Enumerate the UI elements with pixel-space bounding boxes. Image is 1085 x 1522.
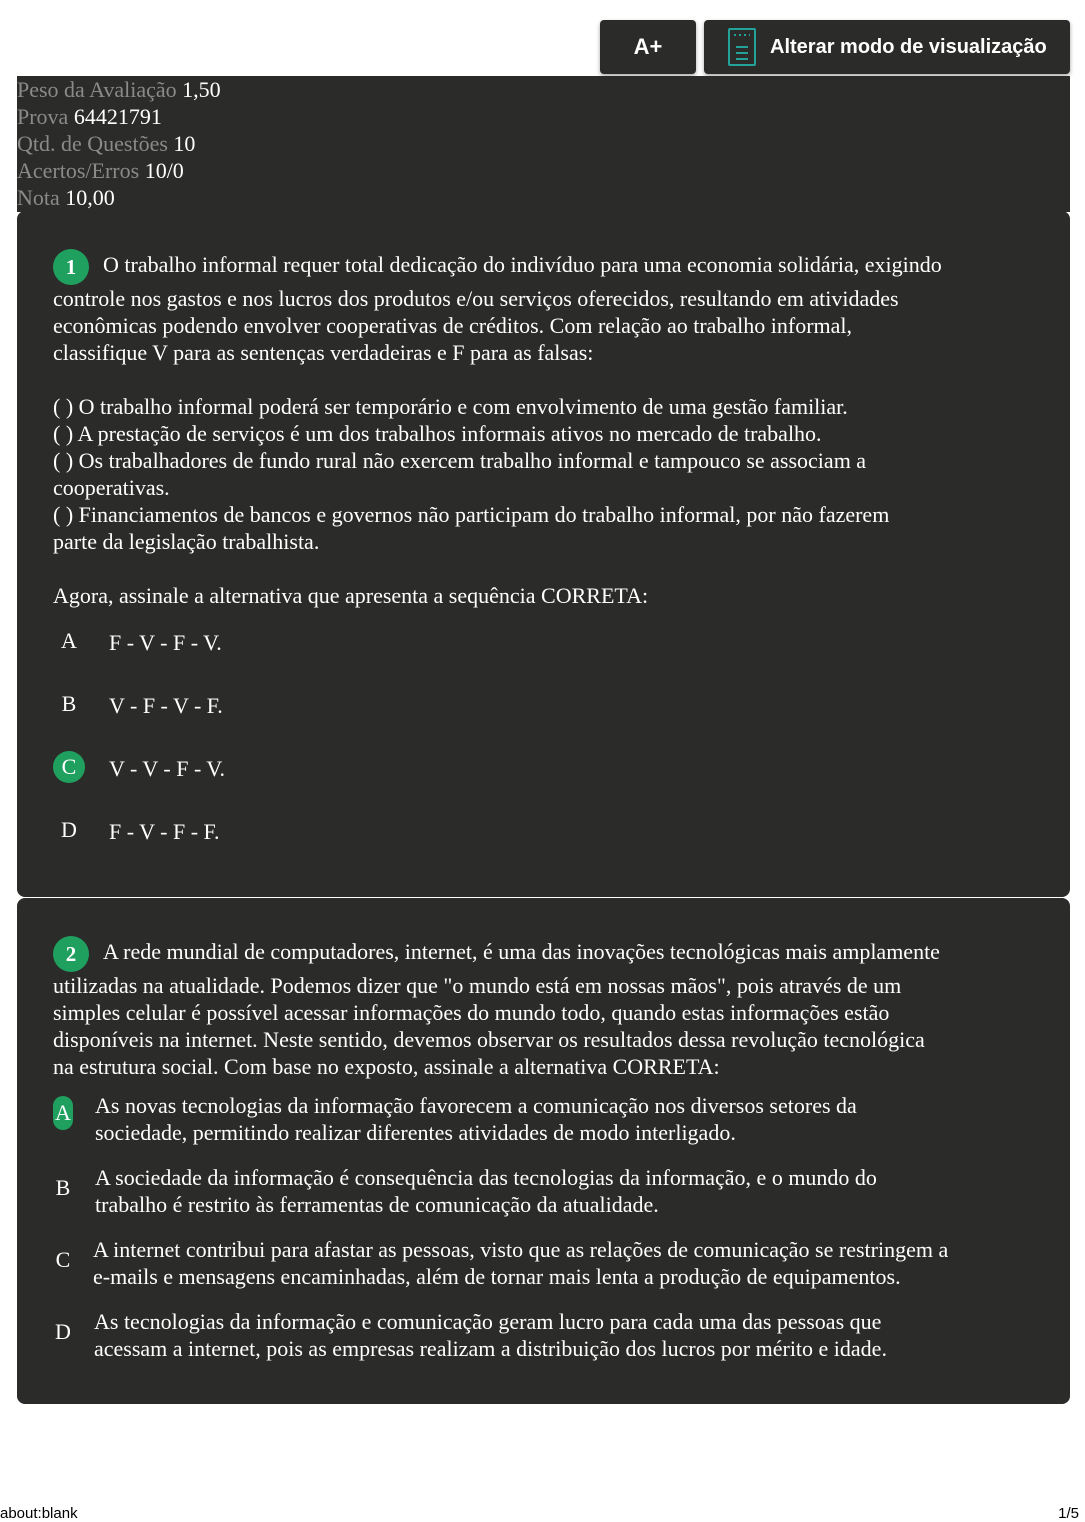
option-text: As novas tecnologias da informação favorecem a comunicação nos diversos setores da sociedade, permitindo realizar diferentes atividades de modo interligado. — [95, 1093, 857, 1145]
correct-answer-badge: C — [53, 751, 85, 783]
summary-row: Peso da Avaliação 1,50 — [17, 77, 221, 102]
question-card-1 — [17, 211, 1070, 897]
summary-row: Nota 10,00 — [17, 185, 115, 210]
option-text: F - V - F - V. — [109, 630, 222, 655]
change-view-mode-label: Alterar modo de visualização — [770, 35, 1047, 58]
option-b[interactable] — [53, 1164, 1034, 1236]
correct-answer-badge: A — [53, 1096, 73, 1130]
question-1-statements: ( ) O trabalho informal poderá ser temporário e com envolvimento de uma gestão familiar. ( ) A prestação de serviços é um dos trabalhos informais ativos no mercado de trabalho. ( ) Os trabalhadores de fundo rural não exercem trabalho informal e tampouco se associam a cooperativas. ( ) Financiamentos de bancos e governos não participam do trabalho informal, por não fazerem parte da legislação trabalhista. — [53, 394, 890, 554]
option-c[interactable] — [53, 1236, 1034, 1308]
summary-row: Prova 64421791 — [17, 104, 162, 129]
exam-summary — [17, 76, 1070, 212]
option-text: A internet contribui para afastar as pessoas, visto que as relações de comunicação se restringem a e-mails e mensagens encaminhadas, além de tornar mais lenta a produção de equipamentos. — [93, 1237, 949, 1289]
option-text: V - F - V - F. — [109, 693, 223, 718]
option-b[interactable] — [53, 688, 1034, 751]
option-letter: A — [61, 628, 77, 653]
document-icon — [728, 28, 756, 66]
question-card-2 — [17, 898, 1070, 1404]
option-letter: D — [55, 1319, 71, 1344]
option-letter: B — [55, 1175, 71, 1200]
option-text: A sociedade da informação é consequência das tecnologias da informação, e o mundo do trabalho é restrito às ferramentas de comunicação da atualidade. — [95, 1165, 877, 1217]
option-a[interactable] — [53, 625, 1034, 688]
option-d[interactable] — [53, 1308, 1034, 1380]
option-letter: D — [61, 817, 77, 842]
option-d[interactable] — [53, 814, 1034, 877]
option-text: As tecnologias da informação e comunicação geram lucro para cada uma das pessoas que acessam a internet, pois as empresas realizam a distribuição dos lucros por mérito e idade. — [94, 1309, 887, 1361]
footer-page-number: 1/5 — [1058, 1505, 1079, 1522]
option-a-correct[interactable] — [53, 1092, 1034, 1164]
option-text: F - V - F - F. — [109, 819, 220, 844]
question-number-badge: 1 — [53, 249, 89, 285]
question-1-intro: 1 O trabalho informal requer total dedicação do indivíduo para uma economia solidária, exigindo controle nos gastos e nos lucros dos produtos e/ou serviços oferecidos, resultando em atividades econômicas podendo envolver cooperativas de créditos. Com relação ao trabalho informal, classifique V para as sentenças verdadeiras e F para as falsas: — [53, 249, 1034, 366]
footer-url: about:blank — [0, 1505, 78, 1522]
question-1-prompt: Agora, assinale a alternativa que apresenta a sequência CORRETA: — [53, 583, 649, 608]
summary-row: Qtd. de Questões 10 — [17, 131, 196, 156]
change-view-mode-button[interactable] — [704, 20, 1070, 74]
question-2-intro: 2 A rede mundial de computadores, internet, é uma das inovações tecnológicas mais amplamente utilizadas na atualidade. Podemos dizer que "o mundo está em nossas mãos", pois através de um simples celular é possível acessar informações do mundo todo, quando estas informações estão disponíveis na internet. Neste sentido, devemos observar os resultados dessa revolução tecnológica na estrutura social. Com base no exposto, assinale a alternativa CORRETA: — [53, 936, 1034, 1080]
font-size-button[interactable]: A+ — [600, 20, 696, 74]
option-letter: B — [61, 691, 77, 716]
option-text: V - V - F - V. — [109, 756, 225, 781]
question-number-badge: 2 — [53, 936, 89, 972]
option-c-correct[interactable] — [53, 751, 1034, 814]
option-letter: C — [55, 1247, 71, 1272]
summary-row: Acertos/Erros 10/0 — [17, 158, 184, 183]
